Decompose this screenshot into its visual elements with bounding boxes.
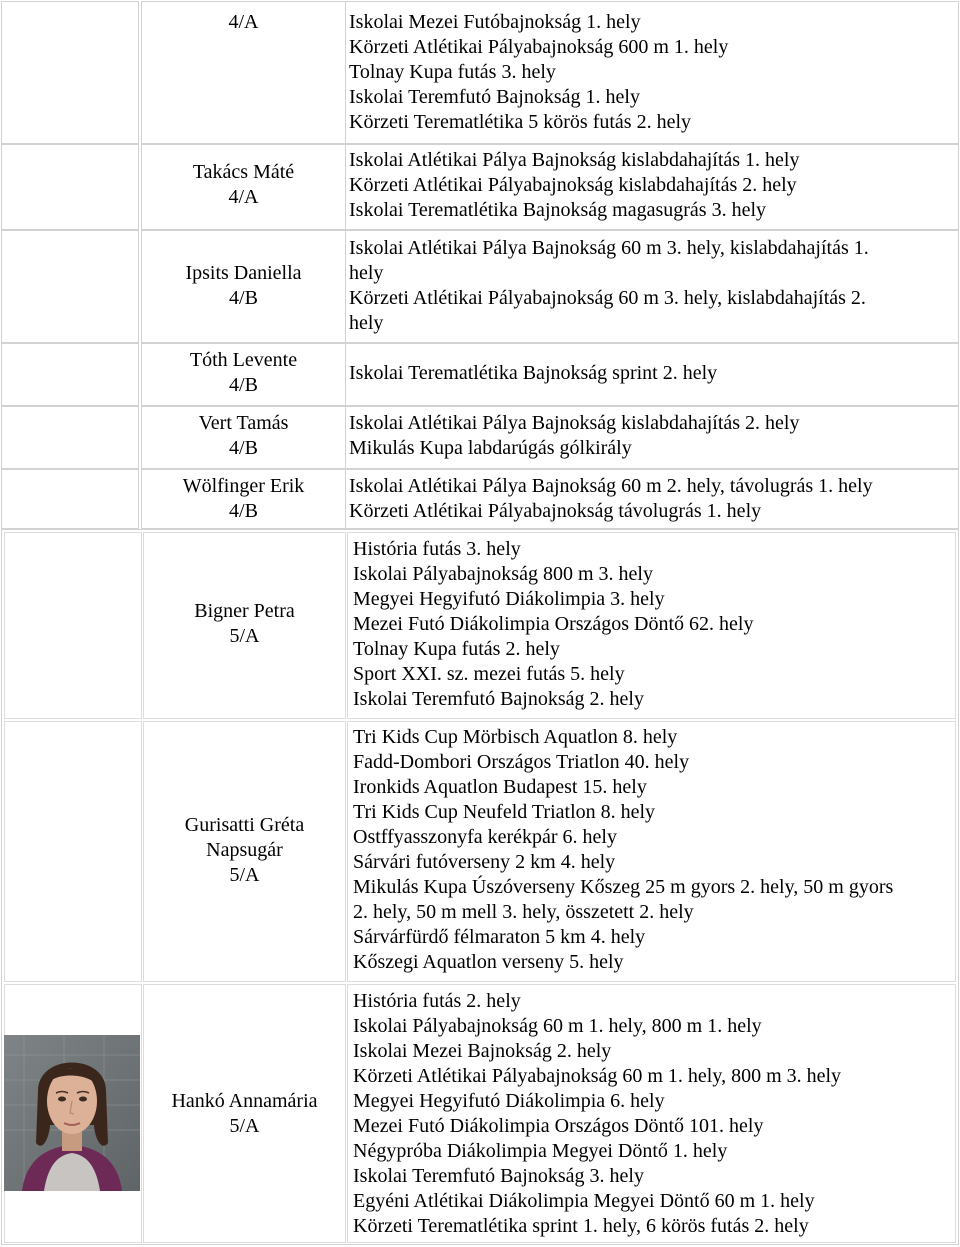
student-cell-content <box>143 1089 346 1139</box>
achievement-item: Tri Kids Cup Mörbisch Aquatlon 8. hely <box>353 726 678 748</box>
achievement-item: Fadd-Dombori Országos Triatlon 40. hely <box>353 751 690 773</box>
student-cell-content <box>141 261 346 311</box>
student-class: 4/A <box>228 11 259 33</box>
empty-cell <box>1 1 139 144</box>
student-cell-content <box>143 813 346 888</box>
achievement-item: Iskolai Mezei Bajnokság 2. hely <box>353 1040 612 1062</box>
achievement-item: Iskolai Terematlétika Bajnokság magasugrás 3. hely <box>349 199 767 221</box>
achievement-item: Iskolai Terematlétika Bajnokság sprint 2. hely <box>349 362 718 384</box>
achievement-item: Iskolai Teremfutó Bajnokság 2. hely <box>353 688 644 710</box>
achievement-item: Sárvárfürdő félmaraton 5 km 4. hely <box>353 926 646 948</box>
achievement-item: Mezei Futó Diákolimpia Országos Döntő 62. hely <box>353 613 754 635</box>
achievement-item: Körzeti Terematlétika 5 körös futás 2. hely <box>349 111 692 133</box>
achievement-item: Iskolai Atlétikai Pálya Bajnokság kislabdahajítás 1. hely <box>349 149 800 171</box>
achievement-list <box>349 474 952 524</box>
student-name: Ipsits Daniella <box>185 262 302 284</box>
achievement-item: 2. hely, 50 m mell 3. hely, összetett 2. hely <box>353 901 694 923</box>
achievement-item: Tolnay Kupa futás 2. hely <box>353 638 560 660</box>
student-cell-content <box>141 160 346 210</box>
empty-cell <box>1 230 139 343</box>
achievement-item: Mikulás Kupa labdarúgás gólkirály <box>349 437 632 459</box>
achievement-item: Iskolai Atlétikai Pálya Bajnokság 60 m 3. hely, kislabdahajítás 1. <box>349 237 869 259</box>
empty-cell <box>1 469 139 529</box>
student-name: Hankó Annamária <box>171 1090 318 1112</box>
student-name: Gurisatti Gréta <box>184 814 305 836</box>
student-cell-content <box>143 599 346 649</box>
achievement-item: Ironkids Aquatlon Budapest 15. hely <box>353 776 647 798</box>
achievement-list <box>349 148 952 223</box>
student-class: 5/A <box>229 1115 260 1137</box>
achievement-item: Mikulás Kupa Úszóverseny Kőszeg 25 m gyors 2. hely, 50 m gyors <box>353 876 894 898</box>
achievement-list <box>349 361 952 386</box>
achievement-item: Körzeti Atlétikai Pályabajnokság távolugrás 1. hely <box>349 500 762 522</box>
achievement-item: Mezei Futó Diákolimpia Országos Döntő 101. hely <box>353 1115 764 1137</box>
achievement-list <box>353 725 952 975</box>
achievement-item: Ostffyasszonyfa kerékpár 6. hely <box>353 826 617 848</box>
student-photo <box>4 1035 140 1191</box>
student-cell-content <box>141 411 346 461</box>
achievement-list <box>349 236 952 336</box>
achievement-item: Iskolai Atlétikai Pálya Bajnokság kislabdahajítás 2. hely <box>349 412 800 434</box>
empty-cell <box>1 406 139 469</box>
achievement-list <box>353 989 952 1239</box>
student-cell-content <box>141 348 346 398</box>
achievement-item: Megyei Hegyifutó Diákolimpia 6. hely <box>353 1090 665 1112</box>
empty-cell <box>1 343 139 406</box>
achievement-list <box>349 10 952 135</box>
achievement-item: Körzeti Terematlétika sprint 1. hely, 6 körös futás 2. hely <box>353 1215 809 1237</box>
student-name: Vert Tamás <box>198 412 289 434</box>
achievement-item: Tolnay Kupa futás 3. hely <box>349 61 556 83</box>
student-name: Wölfinger Erik <box>182 475 305 497</box>
achievement-item: Iskolai Teremfutó Bajnokság 3. hely <box>353 1165 644 1187</box>
achievement-item: Sport XXI. sz. mezei futás 5. hely <box>353 663 625 685</box>
achievement-item: Iskolai Mezei Futóbajnokság 1. hely <box>349 11 641 33</box>
achievement-item: hely <box>349 312 384 334</box>
achievement-item: Körzeti Atlétikai Pályabajnokság 60 m 3. hely, kislabdahajítás 2. <box>349 287 866 309</box>
empty-cell <box>1 144 139 230</box>
student-name: Takács Máté <box>192 161 295 183</box>
achievement-item: Négypróba Diákolimpia Megyei Döntő 1. hely <box>353 1140 728 1162</box>
student-class: 4/A <box>228 186 259 208</box>
achievement-item: Körzeti Atlétikai Pályabajnokság 60 m 1. hely, 800 m 3. hely <box>353 1065 842 1087</box>
achievement-item: Iskolai Atlétikai Pálya Bajnokság 60 m 2. hely, távolugrás 1. hely <box>349 475 873 497</box>
achievement-list <box>353 537 952 712</box>
achievement-item: Körzeti Atlétikai Pályabajnokság kislabdahajítás 2. hely <box>349 174 797 196</box>
student-cell-content <box>141 474 346 524</box>
achievement-item: hely <box>349 262 384 284</box>
achievement-item: História futás 3. hely <box>353 538 521 560</box>
achievement-item: Egyéni Atlétikai Diákolimpia Megyei Döntő 60 m 1. hely <box>353 1190 815 1212</box>
achievement-item: Iskolai Teremfutó Bajnokság 1. hely <box>349 86 640 108</box>
achievement-item: Kőszegi Aquatlon verseny 5. hely <box>353 951 624 973</box>
empty-cell <box>4 721 142 982</box>
student-name: Bigner Petra <box>194 600 295 622</box>
student-class: 4/B <box>229 287 258 309</box>
student-class: 5/A <box>229 625 260 647</box>
achievement-item: Körzeti Atlétikai Pályabajnokság 600 m 1. hely <box>349 36 729 58</box>
achievement-item: Iskolai Pályabajnokság 800 m 3. hely <box>353 563 653 585</box>
student-class: 5/A <box>229 864 260 886</box>
achievement-item: Iskolai Pályabajnokság 60 m 1. hely, 800 m 1. hely <box>353 1015 762 1037</box>
achievement-item: Sárvári futóverseny 2 km 4. hely <box>353 851 616 873</box>
student-class: 4/B <box>229 437 258 459</box>
achievement-item: História futás 2. hely <box>353 990 521 1012</box>
achievement-list <box>349 411 952 461</box>
student-class: 4/B <box>229 374 258 396</box>
student-class: 4/B <box>229 500 258 522</box>
achievement-item: Megyei Hegyifutó Diákolimpia 3. hely <box>353 588 665 610</box>
student-name-cont: Napsugár <box>206 839 283 861</box>
empty-cell <box>4 532 142 719</box>
achievement-item: Tri Kids Cup Neufeld Triatlon 8. hely <box>353 801 656 823</box>
student-name: Tóth Levente <box>189 349 298 371</box>
